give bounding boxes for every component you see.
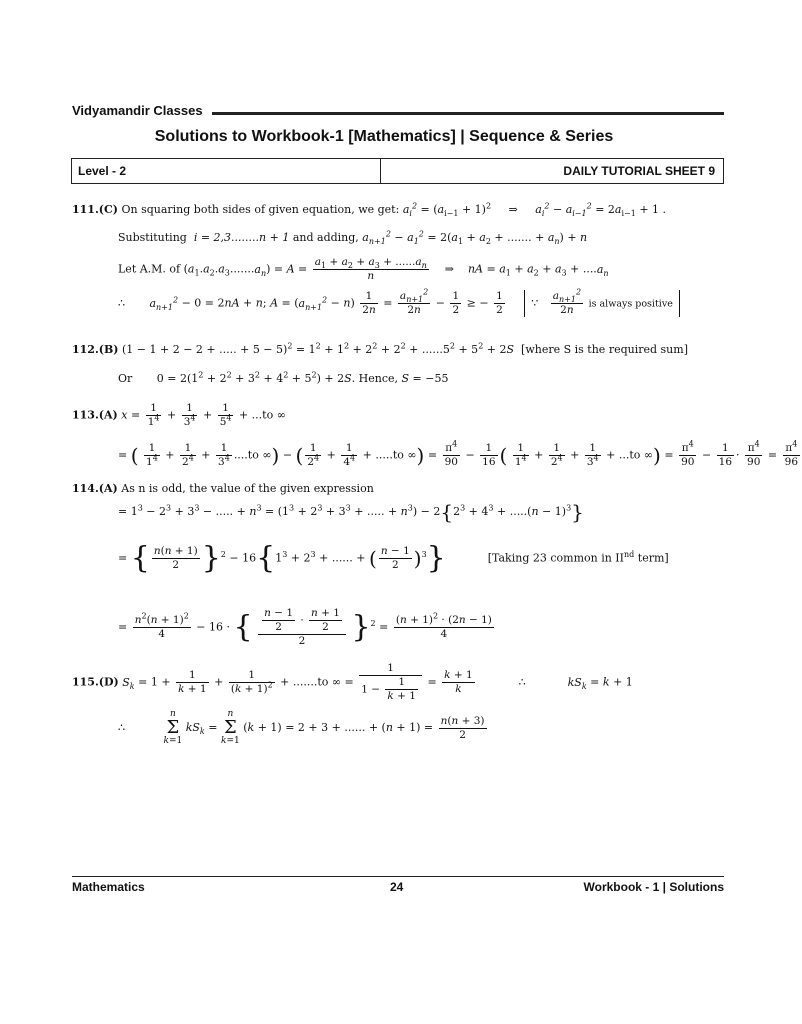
q114-line2: = $1^3 - 2^3 + 3^3$ − ..... + $n^3 = (1^3 + 2^3 + 3^3$ + ..... + $n^3) - 2\{2^3 + 4^3 + .....(n - 1)^3\}$ — [118, 500, 584, 524]
q111-line3: Let A.M. of $(a_1.a_2.a_3.......a_n) = A$ = $\frac{a_1 + a_2 + a_3 + ......a_n}{n}$ ⇒ nA = $a_1 + a_2 + a_3 + ....a_n$ — [118, 256, 609, 282]
q111-line2: Substituting i = 2,3........n + 1 and adding, $a_{n+1}^2 - a_1^2 = 2(a_1 + a_2$ + ....... + $a_n) + n$ — [118, 229, 588, 247]
footer-rule — [72, 876, 724, 877]
footer-subject: Mathematics — [72, 880, 145, 894]
header-rule — [212, 112, 724, 115]
level-table — [71, 158, 724, 184]
q112-line1: 112.(B) (1 − 1 + 2 − 2 + ..... + $5 - 5)^2 = 1^2 + 1^2 + 2^2 + 2^2 + ......5^2 + 5^2 + 2S$ [where S is the required sum] — [72, 341, 688, 356]
q115-line2: ∴ n Σ k=1 $kS_k = n$ Σ k=1 (k + 1) = 2 + 3 + ...... + (n + 1) = $\frac{n(n + 3)}{2}$ — [118, 709, 485, 746]
q115-line1: 115.(D) $S_k = 1$ + $\frac{1}{k + 1}$ + $\frac{1}{(k + 1)^2}$ + .......to ∞ = 1 1 − $\frac{1}{k + 1}$ = $\frac{k + 1}{k}$ ∴ $kS_k = k + 1$ — [72, 662, 633, 702]
q113-line2: = ( $\frac{1}{1^4}$ + $\frac{1}{2^4}$ + $\frac{1}{3^4}$ ....to ∞) − ( $\frac{1}{2^4}$ + $\frac{1}{4^4}$ + .....to ∞) = $\frac{\pi^4}{90}$ − $\frac{1}{16}$ ( $\frac{1}{1^4}$ + $\frac{1}{2^4}$ + $\frac{1}{3^4}$ + ...to ∞) = $\frac{\pi^4}{90}$ − $\frac{1}{16}$ · $\frac{\pi^4}{90}$ = $\frac{\pi^4}{96}$ — [118, 439, 799, 468]
q111-line4: ∴ $a_{n+1}^2 - 0 = 2nA + n$; $A = (a_{n+1}^2 - n)$ $\frac{1}{2n}$ = $\frac{a_{n+1}^2}{2n}$ − $\frac{1}{2}$ ≥ − $\frac{1}{2}$ ∵ $\frac{a_{n+1}^2}{2n}$ is always positive — [118, 290, 680, 317]
page-title: Solutions to Workbook-1 [Mathematics] | Sequence & Series — [154, 128, 614, 145]
header-brand: Vidyamandir Classes — [72, 103, 203, 118]
q111-line1: 111.(C) On squaring both sides of given equation, we get: $a_i^2 = (a_{i-1} + 1)^2$ ⇒ $a_i^2 - a_{i-1}^2 = 2a_{i-1} + 1$ . — [72, 201, 667, 219]
q114-line3: = { $\frac{n(n + 1)}{2}$ }$^2 - 16\{1^3 + 2^3$ + ...... + ( $\frac{n - 1}{2}$ )$^3$} [Taking 23 common in IInd term] — [118, 540, 669, 576]
footer-book: Workbook - 1 | Solutions — [583, 880, 724, 894]
q113-line1: 113.(A) x = $\frac{1}{1^4}$ + $\frac{1}{3^4}$ + $\frac{1}{5^4}$ + ...to ∞ — [72, 402, 286, 428]
level-label: Level - 2 — [72, 159, 381, 183]
sheet-label: DAILY TUTORIAL SHEET 9 — [563, 164, 715, 178]
footer-page-number: 24 — [390, 880, 404, 894]
q112-line2: Or $0 = 2(1^2 + 2^2 + 3^2 + 4^2 + 5^2) + 2S$. Hence, S = −55 — [118, 370, 449, 385]
q114-line4: = $\frac{n^2(n + 1)^2}{4}$ − 16 · { $\frac{n - 1}{2}$ · $\frac{n + 1}{2}$ 2 }$^2$ = $\frac{(n + 1)^2 \cdot (2n - 1)}{4}$ — [118, 607, 492, 647]
q114-line1: 114.(A) As n is odd, the value of the given expression — [72, 482, 374, 495]
